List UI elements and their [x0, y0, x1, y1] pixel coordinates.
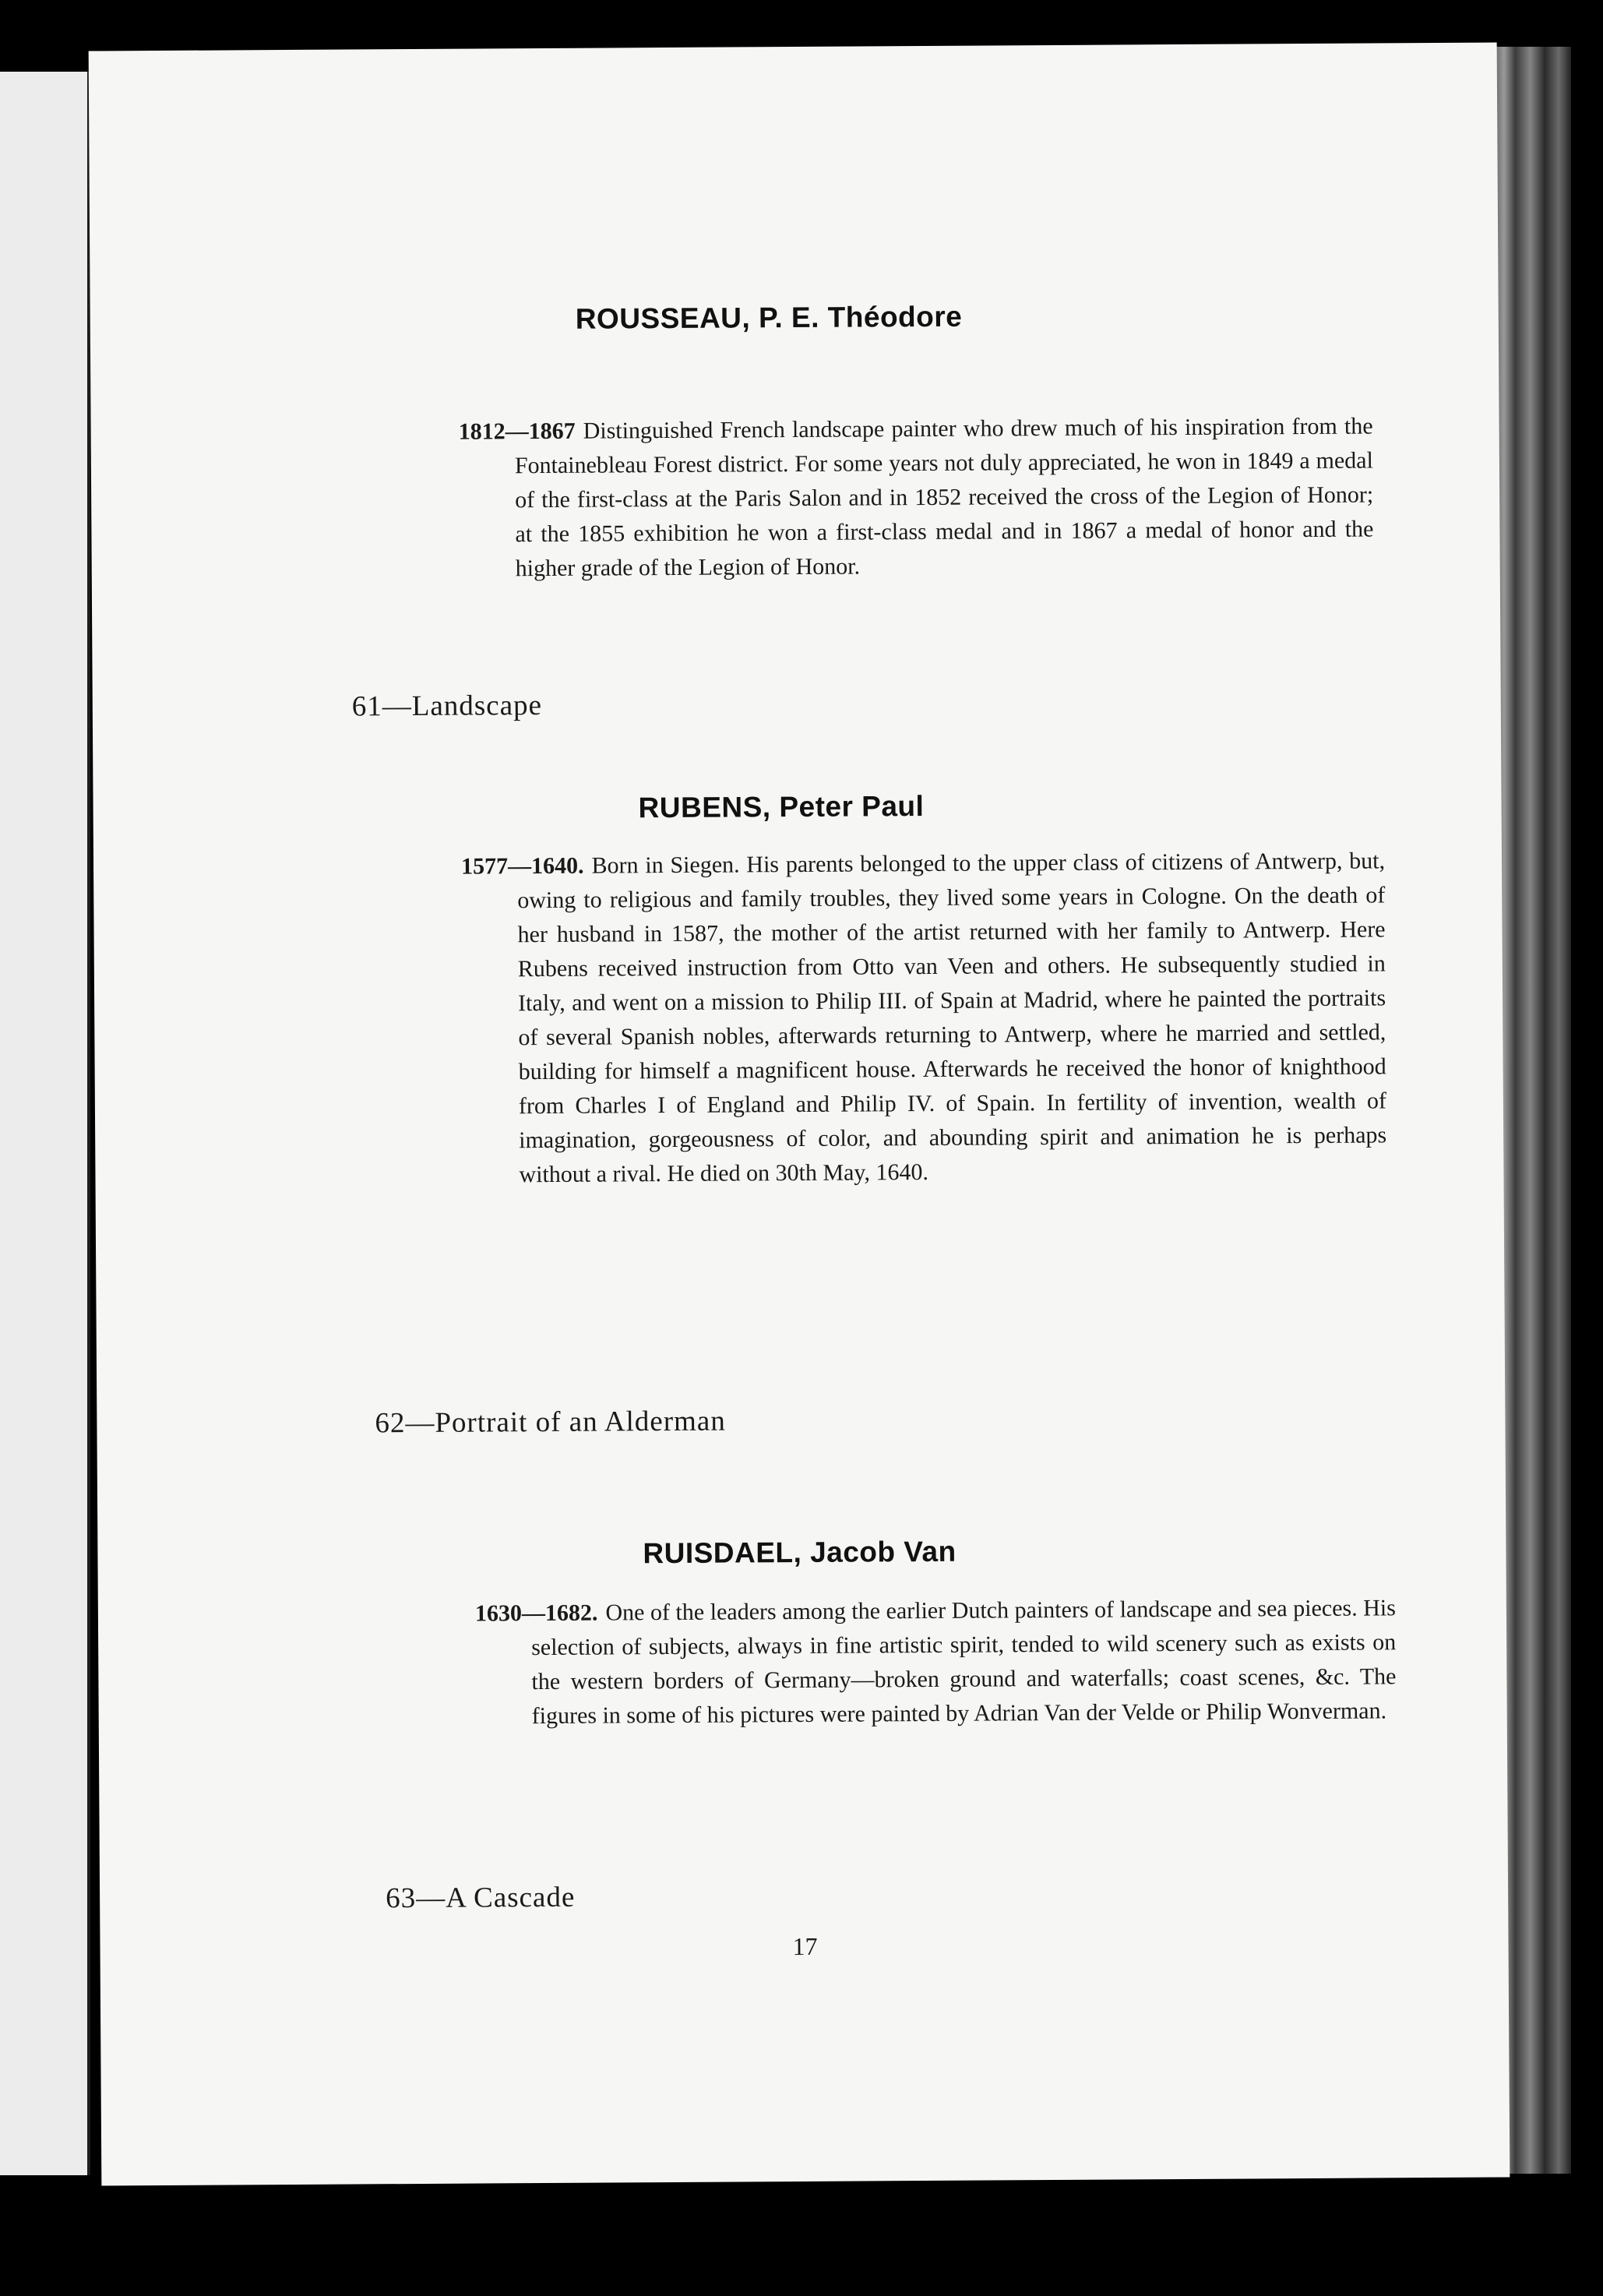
artist-years-ruisdael: 1630—1682. [474, 1599, 598, 1627]
artist-bio-text-ruisdael: One of the leaders among the earlier Dutch painters of landscape and sea pieces. His selection of subjects, always in fine artistic spirit, tended to wild scenery such as exists on the western borders of Germany—broken ground and waterfalls; coast scenes, &c. The figures in some of his pictures were painted by Adrian Van der Velde or Philip Wonverman. [531, 1595, 1397, 1730]
artist-bio-text-rubens: Born in Siegen. His parents belonged to the upper class of citizens of Antwerp, but, owing to religious and family troubles, they lived some years in Cologne. On the death of her husband in 1587, the mother of the artist returned with her family to Antwerp. Here Rubens received instruction from Otto van Veen and others. He subsequently studied in Italy, and went on a mission to Philip III. of Spain at Madrid, where he painted the portraits of several Spanish nobles, afterwards returning to Antwerp, where he married and settled, building for himself a magnificent house. Afterwards he received the honor of knighthood from Charles I of England and Philip IV. of Spain. In fertility of invention, wealth of imagination, gorgeousness of color, and abounding spirit and animation he is perhaps without a rival. He died on 30th May, 1640. [517, 848, 1387, 1188]
facing-page-edge [0, 72, 90, 2175]
catalogue-entry-62: 62—Portrait of an Alderman [375, 1405, 726, 1440]
catalogue-entry-63: 63—A Cascade [386, 1881, 576, 1915]
artist-bio-rousseau [459, 409, 1374, 586]
artist-heading-ruisdael: RUISDAEL, Jacob Van [643, 1535, 957, 1570]
artist-heading-rubens: RUBENS, Peter Paul [638, 790, 925, 824]
artist-bio-rubens [461, 844, 1387, 1192]
artist-heading-rousseau: ROUSSEAU, P. E. Théodore [575, 300, 963, 335]
page-number: 17 [792, 1931, 818, 1961]
artist-years-rousseau: 1812—1867 [458, 418, 576, 445]
artist-bio-ruisdael [475, 1591, 1397, 1733]
artist-years-rubens: 1577—1640. [460, 852, 584, 880]
artist-bio-text-rousseau: Distinguished French landscape painter who drew much of his inspiration from the Fontainebleau Forest district. For some years not duly appreciated, he won in 1849 a medal of the first-class at the Paris Salon and in 1852 received the cross of the Legion of Honor; at the 1855 exhibition he won a first-class medal and in 1867 a medal of honor and the higher grade of the Legion of Honor. [514, 413, 1374, 582]
catalogue-entry-61: 61—Landscape [351, 690, 543, 723]
catalogue-page [89, 43, 1510, 2186]
